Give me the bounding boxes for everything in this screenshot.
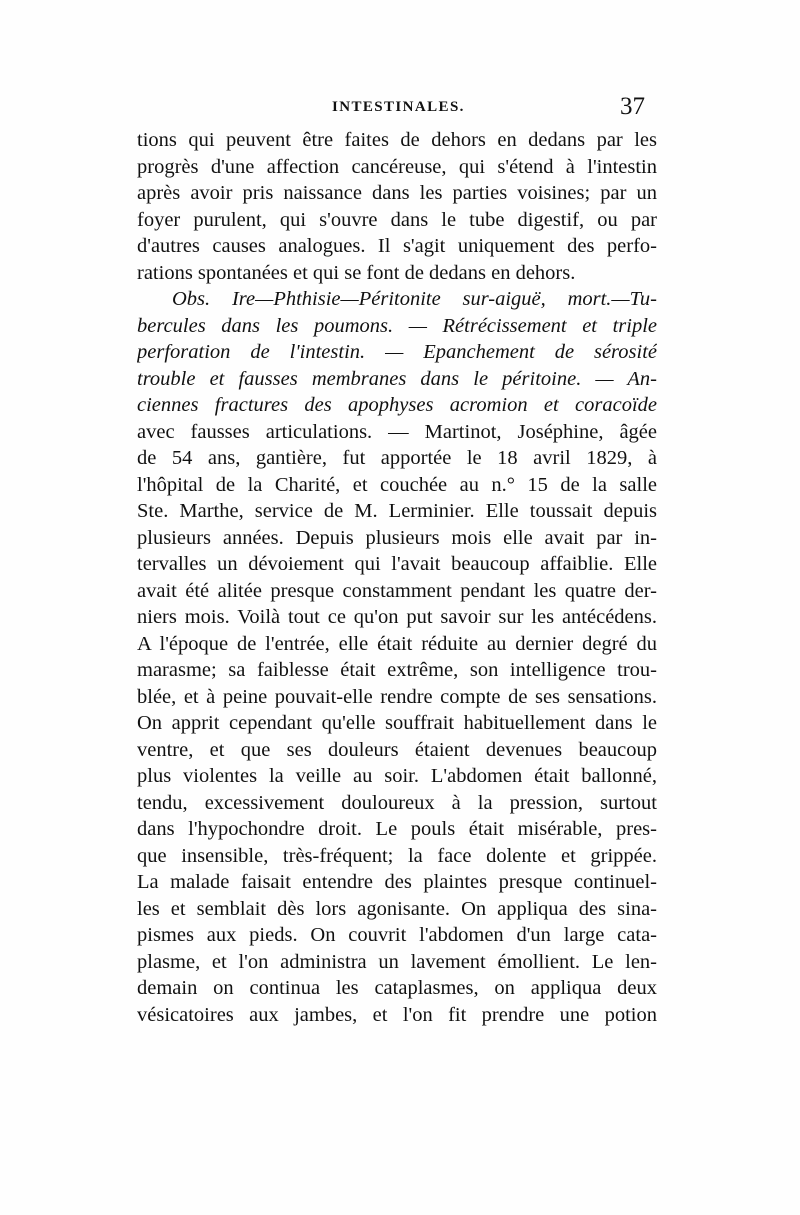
observation-heading-line: perforation de l'intestin. — Epanchement de sérosité bbox=[137, 341, 657, 363]
text-line: A l'époque de l'entrée, elle était réduite au dernier degré du bbox=[137, 632, 657, 655]
text-line: plusieurs années. Depuis plusieurs mois elle avait par in- bbox=[137, 526, 657, 549]
text-line: tendu, excessivement douloureux à la pression, surtout bbox=[137, 791, 657, 814]
text-line: niers mois. Voilà tout ce qu'on put savoir sur les antécédens. bbox=[137, 606, 657, 628]
text-line: foyer purulent, qui s'ouvre dans le tube digestif, ou par bbox=[137, 208, 657, 231]
running-head bbox=[0, 93, 800, 129]
text-line: plasme, et l'on administra un lavement émollient. Le len- bbox=[137, 950, 657, 973]
text-line: avait été alitée presque constamment pendant les quatre der- bbox=[137, 579, 657, 602]
text-line: Ste. Marthe, service de M. Lerminier. Elle toussait depuis bbox=[137, 500, 657, 522]
observation-heading-line: bercules dans les poumons. — Rétrécissement et triple bbox=[137, 314, 657, 337]
text-line: avec fausses articulations. — Martinot, Joséphine, âgée bbox=[137, 420, 657, 443]
text-line: demain on continua les cataplasmes, on appliqua deux bbox=[137, 977, 657, 999]
text-line: tions qui peuvent être faites de dehors en dedans par les bbox=[137, 129, 657, 151]
text-line: rations spontanées et qui se font de dedans en dehors. bbox=[137, 261, 576, 284]
observation-heading-line: trouble et fausses membranes dans le péritoine. — An- bbox=[137, 367, 657, 390]
page-number: 37 bbox=[620, 93, 645, 120]
text-line: tervalles un dévoiement qui l'avait beaucoup affaiblie. Elle bbox=[137, 553, 657, 575]
text-line: de 54 ans, gantière, fut apportée le 18 avril 1829, à bbox=[137, 447, 657, 469]
text-line: que insensible, très-fréquent; la face dolente et grippée. bbox=[137, 844, 657, 867]
text-line: plus violentes la veille au soir. L'abdomen était ballonné, bbox=[137, 765, 657, 787]
text-line: l'hôpital de la Charité, et couchée au n.° 15 de la salle bbox=[137, 473, 657, 496]
text-line: pismes aux pieds. On couvrit l'abdomen d'un large cata- bbox=[137, 924, 657, 946]
text-line: dans l'hypochondre droit. Le pouls était misérable, pres- bbox=[137, 818, 657, 840]
text-line: La malade faisait entendre des plaintes presque continuel- bbox=[137, 871, 657, 893]
text-line: les et semblait dès lors agonisante. On appliqua des sina- bbox=[137, 897, 657, 920]
text-line: vésicatoires aux jambes, et l'on fit prendre une potion bbox=[137, 1003, 657, 1026]
observation-heading-line: ciennes fractures des apophyses acromion et coracoïde bbox=[137, 394, 657, 416]
text-line: d'autres causes analogues. Il s'agit uniquement des perfo- bbox=[137, 235, 657, 257]
text-line: après avoir pris naissance dans les parties voisines; par un bbox=[137, 182, 657, 204]
observation-heading-line: Obs. Ire—Phthisie—Péritonite sur-aiguë, mort.—Tu- bbox=[172, 288, 657, 310]
text-line: On apprit cependant qu'elle souffrait habituellement dans le bbox=[137, 712, 657, 734]
text-line: blée, et à peine pouvait-elle rendre compte de ses sensations. bbox=[137, 685, 657, 708]
text-line: progrès d'une affection cancéreuse, qui s'étend à l'intestin bbox=[137, 155, 657, 178]
running-title: INTESTINALES. bbox=[332, 99, 465, 115]
text-line: ventre, et que ses douleurs étaient devenues beaucoup bbox=[137, 738, 657, 761]
body-text bbox=[137, 127, 657, 1028]
text-line: marasme; sa faiblesse était extrême, son intelligence trou- bbox=[137, 659, 657, 681]
